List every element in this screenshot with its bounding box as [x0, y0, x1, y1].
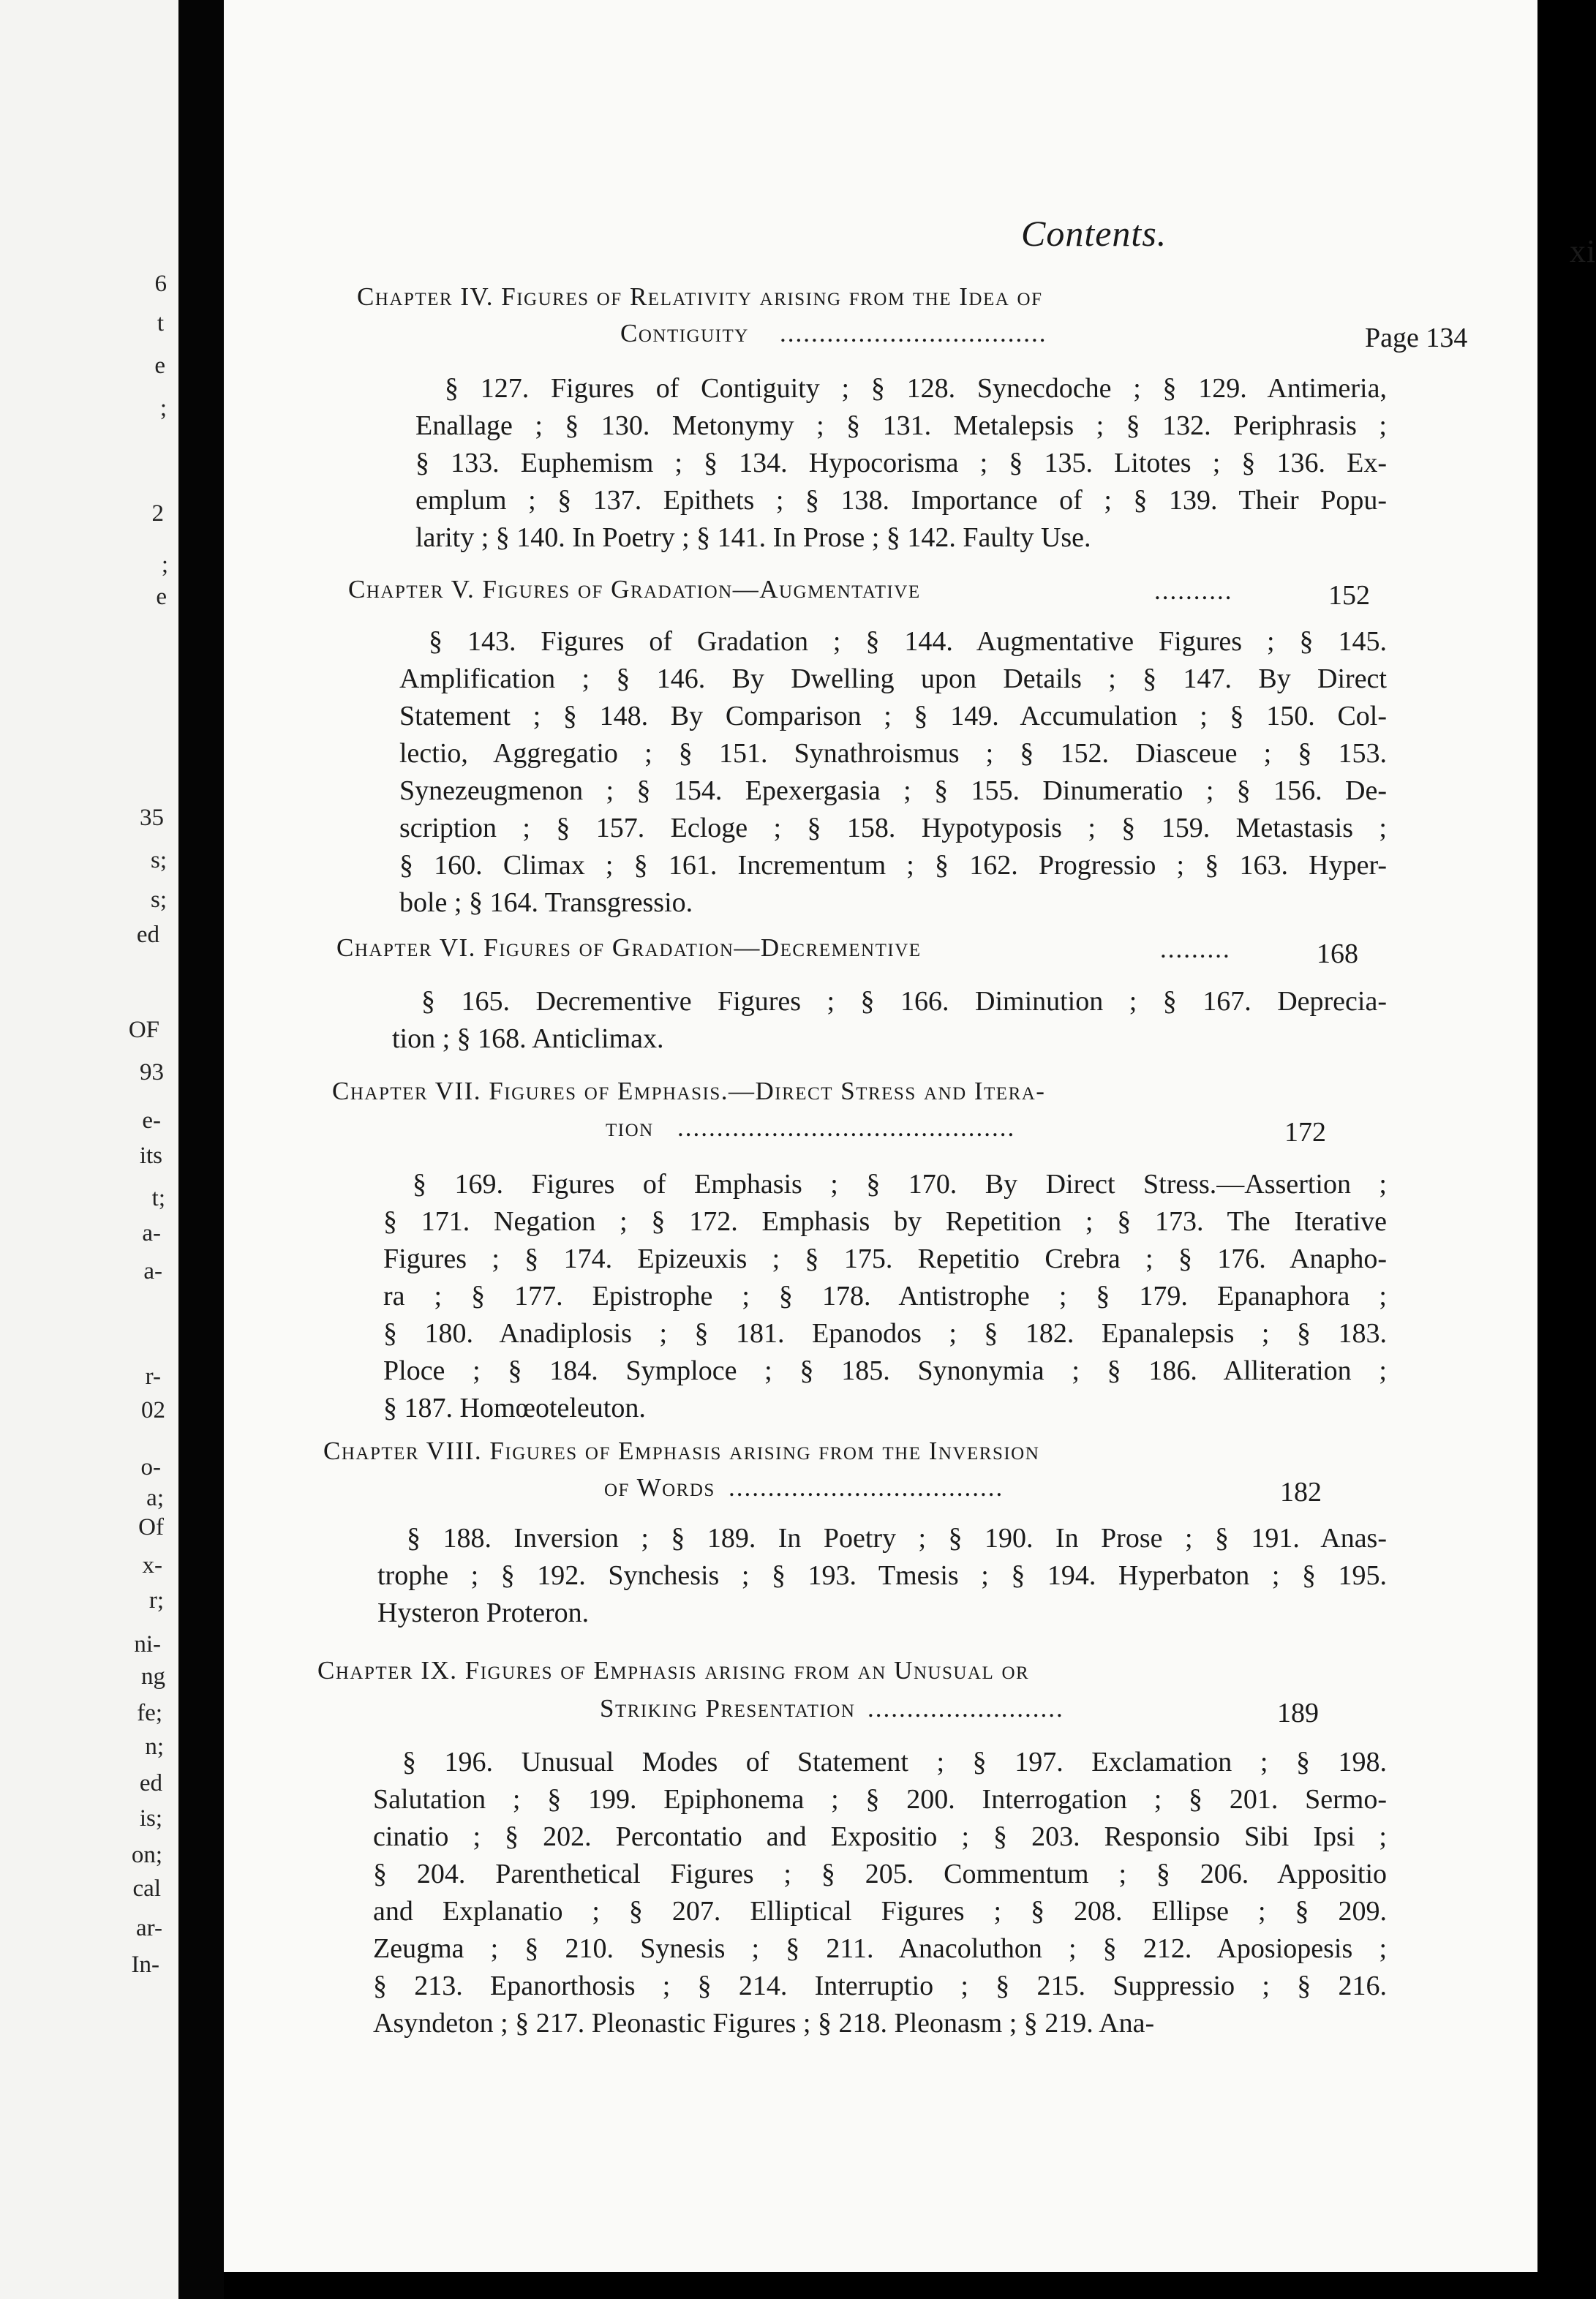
section-line: Statement ; § 148. By Comparison ; § 149. Accumulation ; § 150. Col-	[399, 701, 1387, 731]
chapter-section-list	[373, 1744, 1387, 2042]
chapter-title: Chapter IV. Figures of Relativity arising from the Idea of	[357, 282, 1043, 311]
section-line: Asyndeton ; § 217. Pleonastic Figures ; § 218. Pleonasm ; § 219. Ana-	[373, 2008, 1155, 2039]
section-line: Figures ; § 174. Epizeuxis ; § 175. Repetitio Crebra ; § 176. Anapho-	[383, 1243, 1387, 1274]
chapter-page-number: 152	[1328, 580, 1370, 611]
facing-page-fragment: t;	[151, 1185, 165, 1211]
facing-page-fragment: r-	[145, 1363, 161, 1390]
chapter-page-number: Page 134	[1365, 323, 1468, 353]
chapter-page-number: 182	[1280, 1477, 1322, 1508]
chapter-title: Chapter VII. Figures of Emphasis.—Direct Stress and Itera-	[332, 1077, 1046, 1105]
facing-page-fragment: fe;	[137, 1700, 162, 1726]
section-line: Hysteron Proteron.	[377, 1598, 590, 1628]
section-line: § 204. Parenthetical Figures ; § 205. Commentum ; § 206. Appositio	[373, 1859, 1387, 1889]
chapter-title-continued: Striking Presentation	[600, 1694, 856, 1723]
dot-leader: ..................................	[780, 319, 1047, 347]
facing-page-fragment: ed	[136, 922, 159, 948]
section-line: § 188. Inversion ; § 189. In Poetry ; § 190. In Prose ; § 191. Anas-	[407, 1523, 1387, 1554]
facing-page-fragment: In-	[131, 1952, 159, 1978]
facing-page-fragment: ar-	[136, 1915, 162, 1941]
section-line: § 213. Epanorthosis ; § 214. Interruptio ; § 215. Suppressio ; § 216.	[373, 1971, 1387, 2001]
chapter-title-continued: of Words	[604, 1473, 715, 1502]
facing-page-fragment: ni-	[134, 1631, 161, 1658]
facing-page-fragment: ng	[141, 1663, 165, 1690]
dot-leader: ...................................	[729, 1473, 1004, 1502]
chapter-section-list	[383, 1166, 1387, 1427]
facing-page-fragment: is;	[139, 1805, 162, 1832]
section-line: § 143. Figures of Gradation ; § 144. Augmentative Figures ; § 145.	[429, 626, 1387, 657]
dot-leader: ..........	[1154, 576, 1233, 605]
dot-leader: ...........................................	[677, 1113, 1016, 1142]
chapter-title: Chapter VI. Figures of Gradation—Decrementive	[336, 933, 922, 962]
facing-page-fragment: e	[154, 353, 165, 379]
chapter-page-number: 172	[1284, 1117, 1326, 1148]
chapter-section-list	[377, 1520, 1387, 1632]
chapter-title: Chapter V. Figures of Gradation—Augmentative	[348, 575, 921, 603]
facing-page-fragment: ;	[159, 395, 167, 421]
contents-page	[224, 0, 1596, 2272]
facing-page-edge	[0, 0, 178, 2299]
section-line: bole ; § 164. Transgressio.	[399, 887, 693, 918]
facing-page-fragment: 6	[154, 271, 167, 297]
section-line: lectio, Aggregatio ; § 151. Synathroismus ; § 152. Diasceue ; § 153.	[399, 738, 1387, 769]
facing-page-fragment: 93	[140, 1059, 164, 1085]
section-line: Amplification ; § 146. By Dwelling upon Details ; § 147. By Direct	[399, 663, 1387, 694]
facing-page-fragment: o-	[140, 1454, 161, 1480]
running-head: Contents.	[1021, 213, 1167, 254]
section-line: Zeugma ; § 210. Synesis ; § 211. Anacoluthon ; § 212. Aposiopesis ;	[373, 1933, 1387, 1964]
chapter-page-number: 168	[1317, 938, 1358, 969]
section-line: § 169. Figures of Emphasis ; § 170. By Direct Stress.—Assertion ;	[413, 1169, 1387, 1200]
chapter-section-list	[415, 370, 1387, 557]
section-line: ra ; § 177. Epistrophe ; § 178. Antistrophe ; § 179. Epanaphora ;	[383, 1281, 1387, 1312]
section-line: and Explanatio ; § 207. Elliptical Figures ; § 208. Ellipse ; § 209.	[373, 1896, 1387, 1927]
page-number: xi	[1570, 233, 1596, 269]
section-line: Salutation ; § 199. Epiphonema ; § 200. Interrogation ; § 201. Sermo-	[373, 1784, 1387, 1815]
facing-page-fragment: cal	[132, 1875, 161, 1902]
facing-page-fragment: 02	[141, 1397, 165, 1423]
section-line: larity ; § 140. In Poetry ; § 141. In Prose ; § 142. Faulty Use.	[415, 522, 1091, 553]
chapter-section-list	[392, 983, 1387, 1058]
section-line: § 133. Euphemism ; § 134. Hypocorisma ; § 135. Litotes ; § 136. Ex-	[415, 448, 1387, 478]
section-line: § 187. Homœoteleuton.	[383, 1393, 646, 1423]
facing-page-fragment: on;	[131, 1842, 162, 1868]
chapter-page-number: 189	[1277, 1698, 1319, 1728]
section-line: § 196. Unusual Modes of Statement ; § 197. Exclamation ; § 198.	[402, 1747, 1387, 1777]
scan-border	[224, 2272, 1537, 2299]
chapter-title: Chapter VIII. Figures of Emphasis arising from the Inversion	[323, 1437, 1040, 1465]
facing-page-fragment: OF	[128, 1017, 159, 1043]
section-line: scription ; § 157. Ecloge ; § 158. Hypotyposis ; § 159. Metastasis ;	[399, 813, 1387, 843]
section-line: § 127. Figures of Contiguity ; § 128. Synecdoche ; § 129. Antimeria,	[445, 373, 1387, 404]
chapter-title-continued: tion	[606, 1113, 654, 1142]
section-line: cinatio ; § 202. Percontatio and Expositio ; § 203. Responsio Sibi Ipsi ;	[373, 1821, 1387, 1852]
dot-leader: .........	[1160, 935, 1231, 963]
facing-page-fragment: a;	[146, 1485, 164, 1511]
chapter-title: Chapter IX. Figures of Emphasis arising from an Unusual or	[317, 1656, 1030, 1685]
book-gutter	[178, 0, 224, 2299]
chapter-title-continued: Contiguity	[620, 319, 749, 347]
facing-page-fragment: a-	[142, 1220, 161, 1246]
facing-page-fragment: r;	[148, 1587, 164, 1614]
facing-page-fragment: 2	[151, 500, 164, 527]
facing-page-fragment: 35	[140, 805, 164, 831]
facing-page-fragment: Of	[138, 1514, 164, 1540]
section-line: tion ; § 168. Anticlimax.	[392, 1023, 664, 1054]
section-line: § 160. Climax ; § 161. Incrementum ; § 162. Progressio ; § 163. Hyper-	[399, 850, 1387, 881]
facing-page-fragment: s;	[150, 887, 167, 913]
section-line: § 180. Anadiplosis ; § 181. Epanodos ; § 182. Epanalepsis ; § 183.	[383, 1318, 1387, 1349]
facing-page-fragment: ed	[139, 1770, 162, 1796]
section-line: emplum ; § 137. Epithets ; § 138. Importance of ; § 139. Their Popu-	[415, 485, 1387, 516]
facing-page-fragment: s;	[150, 847, 167, 873]
facing-page-fragment: n;	[145, 1734, 164, 1760]
section-line: Ploce ; § 184. Symploce ; § 185. Synonymia ; § 186. Alliteration ;	[383, 1355, 1387, 1386]
section-line: Synezeugmenon ; § 154. Epexergasia ; § 155. Dinumeratio ; § 156. De-	[399, 775, 1387, 806]
section-line: § 171. Negation ; § 172. Emphasis by Repetition ; § 173. The Iterative	[383, 1206, 1387, 1237]
section-line: § 165. Decrementive Figures ; § 166. Diminution ; § 167. Deprecia-	[421, 986, 1387, 1017]
chapter-section-list	[399, 623, 1387, 922]
facing-page-fragment: a-	[143, 1258, 162, 1284]
facing-page-fragment: x-	[142, 1552, 162, 1579]
facing-page-fragment: t	[157, 310, 164, 336]
facing-page-fragment: e-	[142, 1107, 161, 1134]
facing-page-fragment: e	[156, 584, 167, 610]
dot-leader: .........................	[867, 1694, 1064, 1723]
section-line: Enallage ; § 130. Metonymy ; § 131. Metalepsis ; § 132. Periphrasis ;	[415, 410, 1387, 441]
facing-page-fragment: its	[139, 1143, 162, 1169]
section-line: trophe ; § 192. Synchesis ; § 193. Tmesis ; § 194. Hyperbaton ; § 195.	[377, 1560, 1387, 1591]
facing-page-fragment: ;	[161, 552, 168, 578]
